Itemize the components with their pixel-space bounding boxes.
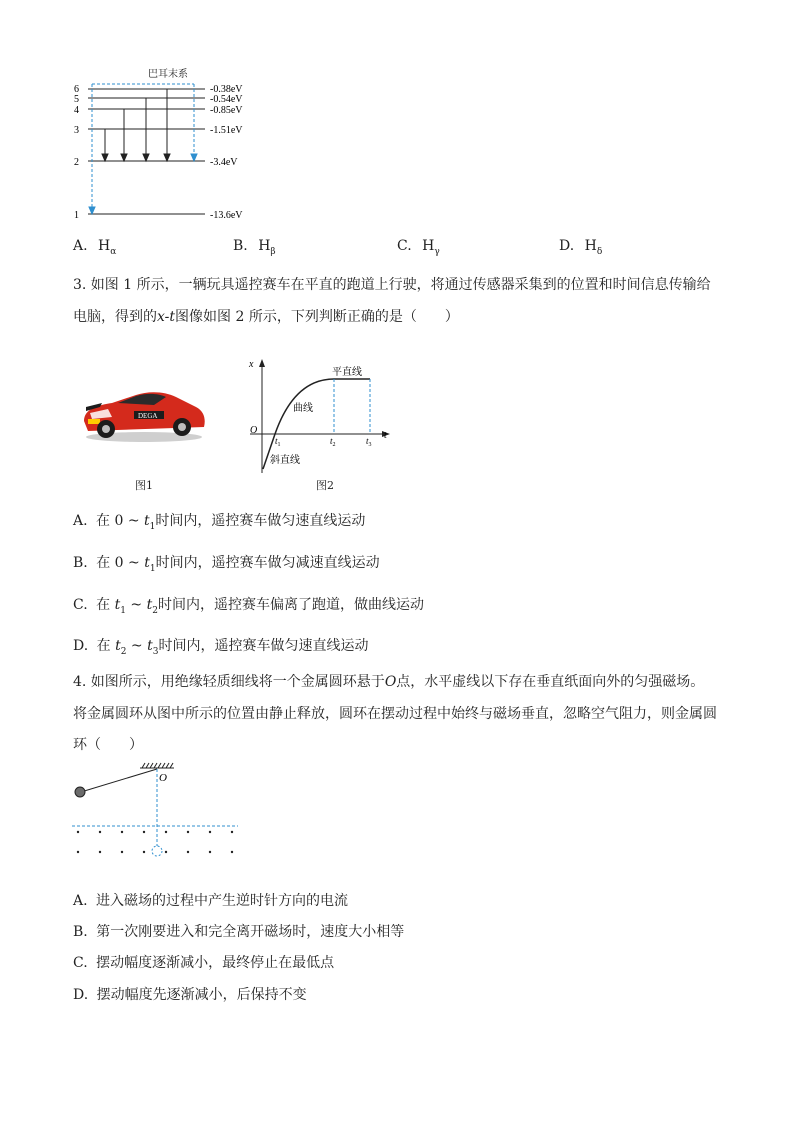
pendulum-svg xyxy=(68,760,248,865)
level-energy: -3.4eV xyxy=(210,157,238,168)
curve-label: 曲线 xyxy=(293,403,313,414)
pendulum-string xyxy=(81,769,157,792)
q2-option-d[interactable]: D. $H_\delta$ xyxy=(559,238,603,257)
energy-level-diagram xyxy=(60,62,280,227)
level-energy: -0.54eV xyxy=(210,94,243,105)
t1-label: $t_1$ xyxy=(275,436,281,448)
q3-option-a[interactable]: A. 在 0 ~ $t_1$时间内，遥控赛车做匀速直线运动 xyxy=(73,513,366,532)
q3-option-d[interactable]: D. 在 $t_2$ ~ $t_3$时间内，遥控赛车做匀速直线运动 xyxy=(73,638,369,657)
q4-option-c[interactable]: C. 摆动幅度逐渐减小，最终停止在最低点 xyxy=(73,955,335,971)
fig1-caption: 图1 xyxy=(135,479,153,492)
q2-option-c[interactable]: C. $H_\gamma$ xyxy=(397,238,440,257)
origin-label: O xyxy=(250,425,258,436)
level-energy: -0.85eV xyxy=(210,105,243,116)
q3-stem-line1: 3. 如图 1 所示，一辆玩具遥控赛车在平直的跑道上行驶，将通过传感器采集到的位置和时间信息传输给 xyxy=(73,277,711,293)
level-n: 2 xyxy=(74,157,79,168)
q3-stem-line2: 电脑，得到的x-t图像如图 2 所示，下列判断正确的是（ ） xyxy=(73,309,459,325)
q4-stem-line2: 将金属圆环从图中所示的位置由静止释放，圆环在摆动过程中始终与磁场垂直，忽略空气阻力，则金属圆 xyxy=(73,706,717,722)
lowest-position-ring xyxy=(152,846,162,856)
svg-text:DEGA: DEGA xyxy=(138,412,158,420)
pendulum-figure xyxy=(68,760,248,865)
metal-ring xyxy=(75,787,85,797)
slope-label: 斜直线 xyxy=(270,455,300,466)
level-n: 5 xyxy=(74,94,79,105)
pivot-label: O xyxy=(159,772,167,784)
level-energy: -1.51eV xyxy=(210,125,243,136)
level-n: 1 xyxy=(74,210,79,221)
energy-level-svg xyxy=(60,62,280,227)
q4-option-a[interactable]: A. 进入磁场的过程中产生逆时针方向的电流 xyxy=(73,893,349,909)
xt-graph xyxy=(240,357,400,477)
y-axis-label: x xyxy=(249,359,254,370)
fig2-caption: 图2 xyxy=(316,479,334,492)
toy-car-figure xyxy=(78,385,210,445)
level-n: 4 xyxy=(74,105,79,116)
q2-option-a[interactable]: A. $H_\alpha$ xyxy=(73,238,117,257)
flat-label: 平直线 xyxy=(332,367,362,378)
series-title: 巴耳末系 xyxy=(148,69,188,80)
q3-option-b[interactable]: B. 在 0 ~ $t_1$时间内，遥控赛车做匀减速直线运动 xyxy=(73,555,380,574)
t3-label: $t_3$ xyxy=(366,436,372,448)
toy-car-image xyxy=(78,385,210,445)
q3-option-c[interactable]: C. 在 $t_1$ ~ $t_2$时间内，遥控赛车偏离了跑道，做曲线运动 xyxy=(73,597,424,616)
q4-option-d[interactable]: D. 摆动幅度先逐渐减小，后保持不变 xyxy=(73,987,307,1003)
q4-stem-line3: 环（ ） xyxy=(73,737,143,753)
level-n: 3 xyxy=(74,125,79,136)
xt-graph-svg xyxy=(240,357,400,477)
q4-stem-line1: 4. 如图所示，用绝缘轻质细线将一个金属圆环悬于O点，水平虚线以下存在垂直纸面向外的匀强磁场。 xyxy=(73,674,705,690)
x-axis-label: t xyxy=(384,430,387,441)
level-n: 6 xyxy=(74,84,79,95)
q4-option-b[interactable]: B. 第一次刚要进入和完全离开磁场时，速度大小相等 xyxy=(73,924,405,940)
t2-label: $t_2$ xyxy=(330,436,336,448)
level-energy: -0.38eV xyxy=(210,84,243,95)
level-energy: -13.6eV xyxy=(210,210,243,221)
q2-option-b[interactable]: B. $H_\beta$ xyxy=(233,238,276,257)
magnetic-field-dots xyxy=(77,831,233,853)
